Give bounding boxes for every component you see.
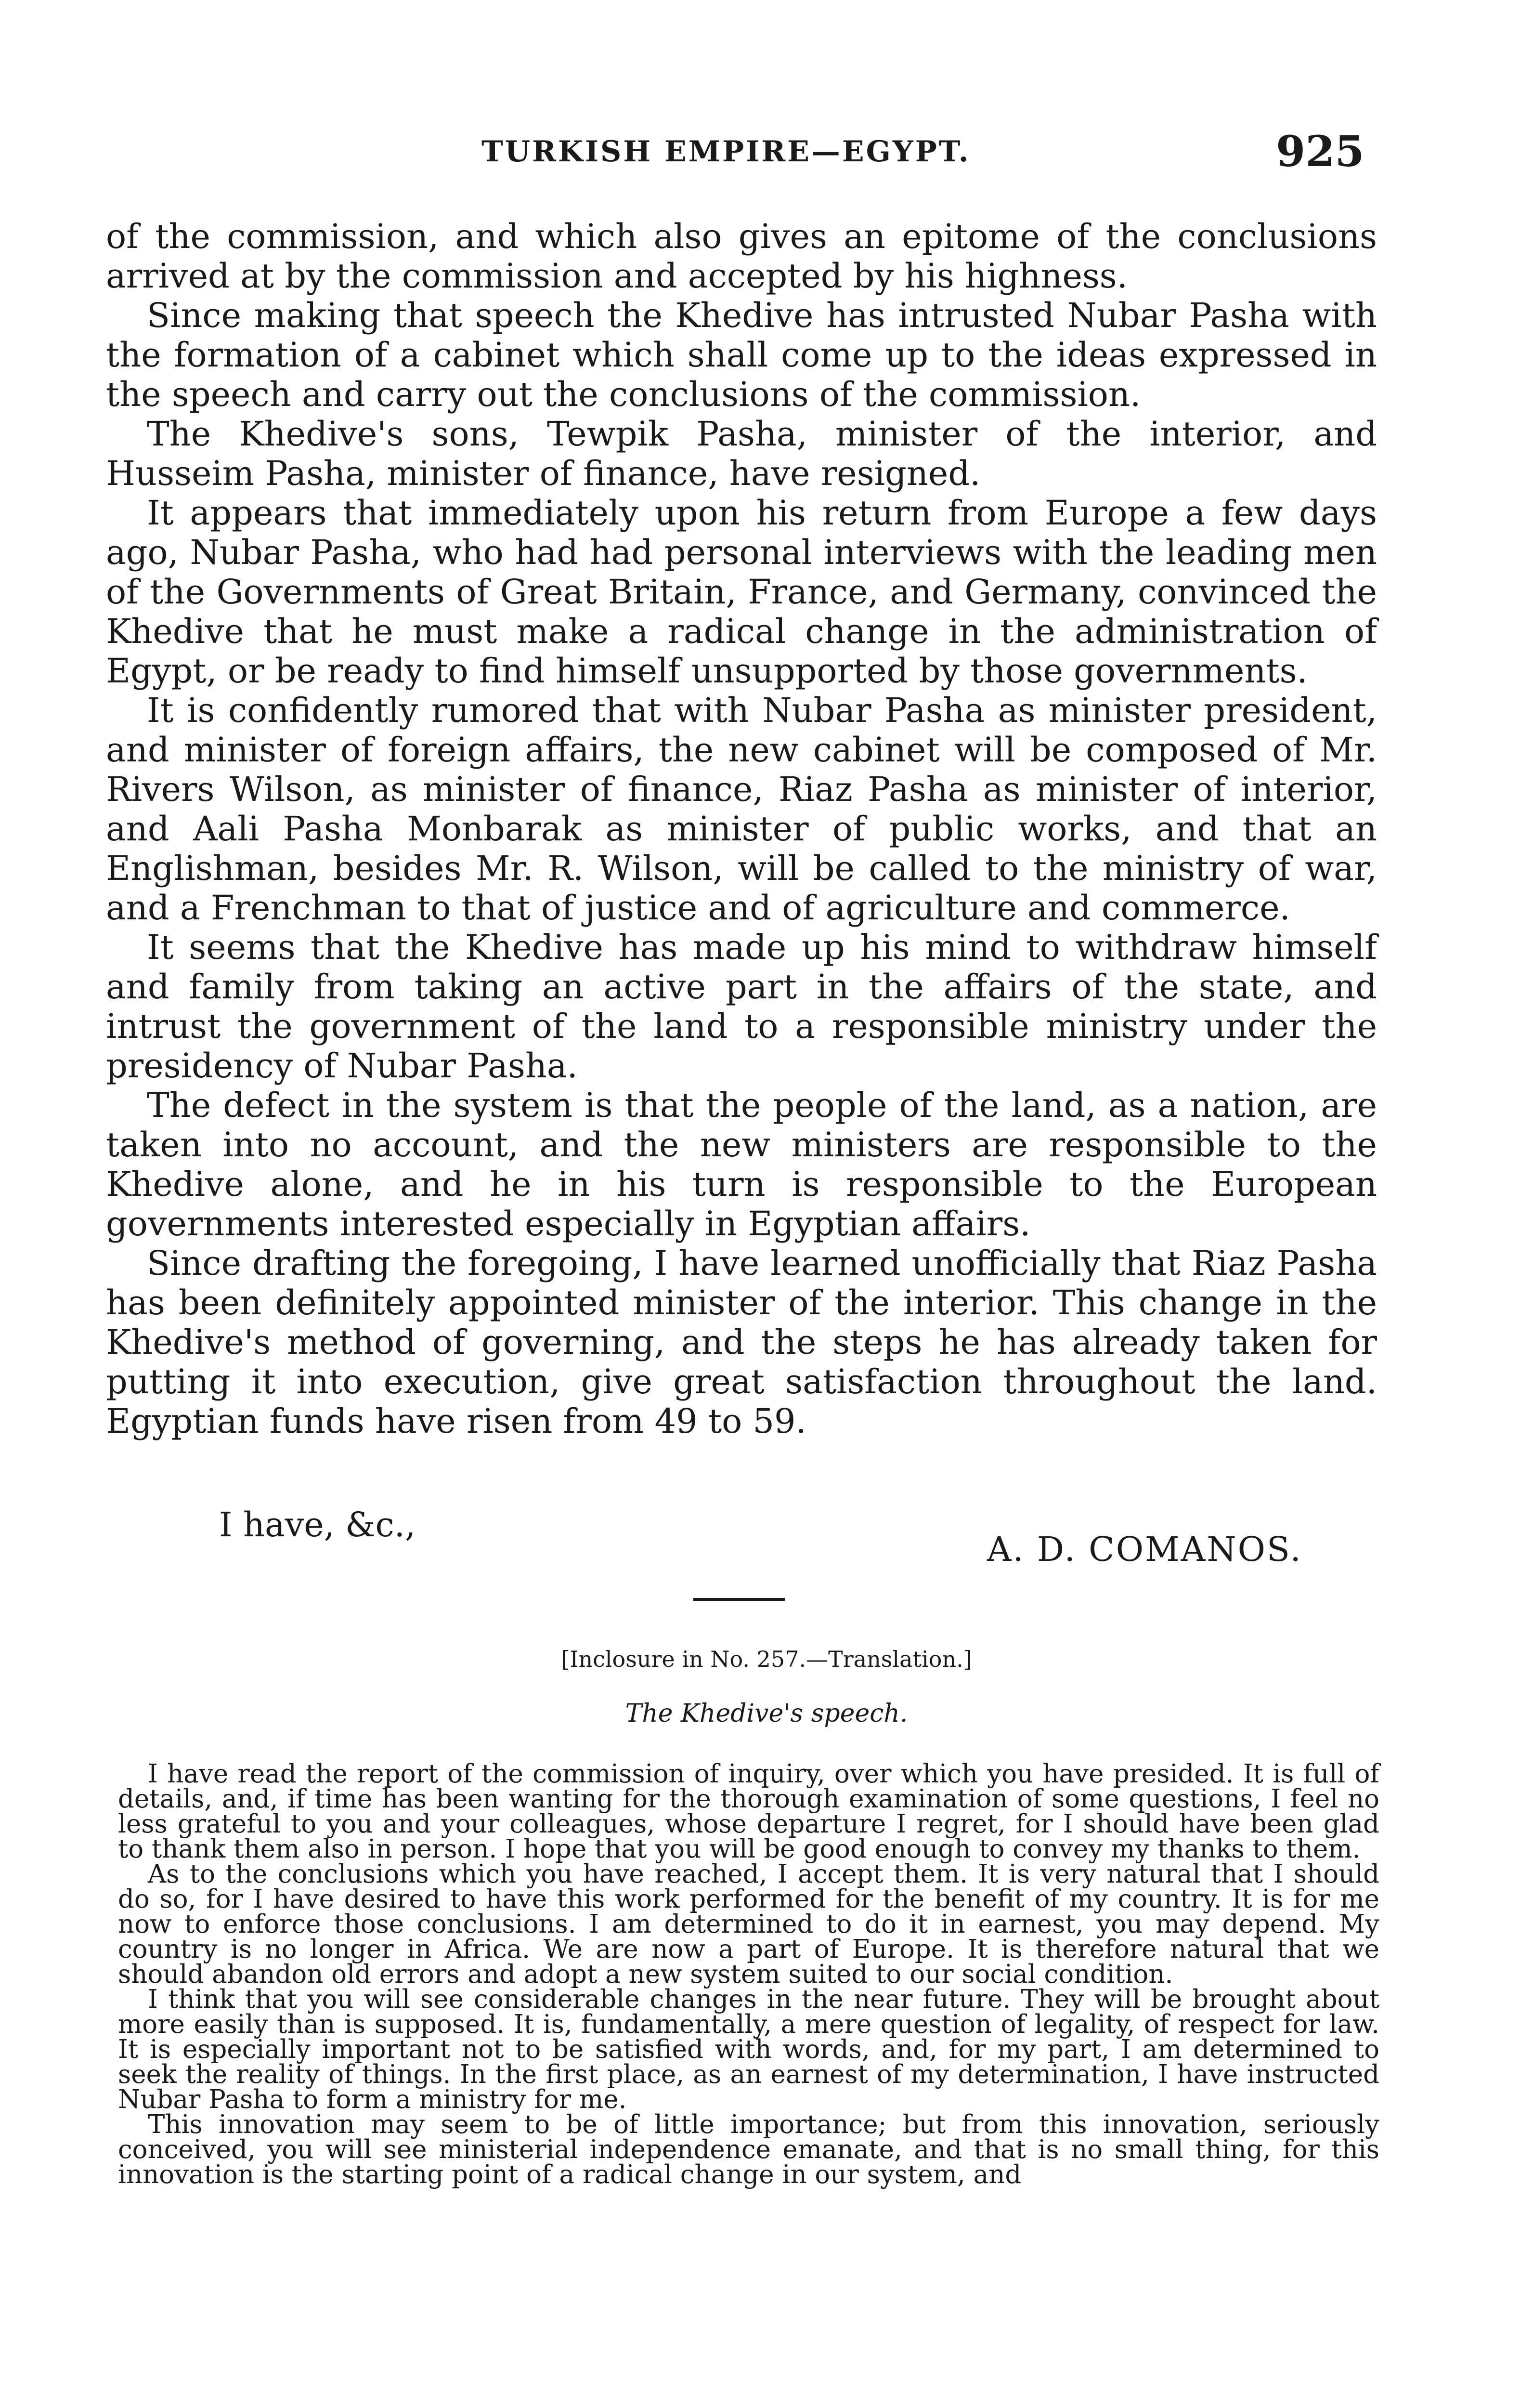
inclosure-title: The Khedive's speech. [625, 1699, 908, 1728]
letter-paragraph: It is confidently rumored that with Nubar Pasha as minister president, and minister of foreign affairs, the new cabinet will be composed of Mr. Rivers Wilson, as minister of finance, Riaz Pasha as minister of interior, and Aali Pasha Monbarak as minister of public works, and that an Englishman, besides Mr. R. Wilson, will be called to the ministry of war, and a Frenchman to that of justice and of agriculture and commerce. [106, 691, 1377, 928]
letter-paragraph: The defect in the system is that the people of the land, as a nation, are taken into no account, and the new ministers are responsible to the Khedive alone, and he in his turn is responsible to the European governments interested especially in Egyptian affairs. [106, 1086, 1377, 1243]
speech-paragraph: I have read the report of the commission of inquiry, over which you have presided. It is full of details, and, if time has been wanting for the thorough examination of some questions, I feel no less grateful to you and your colleagues, whose departure I regret, for I should have been glad to thank them also in person. I hope that you will be good enough to convey my thanks to them. [118, 1759, 1379, 1864]
letter-signature: A. D. COMANOS. [987, 1530, 1302, 1569]
letter-paragraph: It appears that immediately upon his return from Europe a few days ago, Nubar Pasha, who had had personal interviews with the leading men of the Governments of Great Britain, France, and Germany, convinced the Khedive that he must make a radical change in the administration of Egypt, or be ready to find himself unsupported by those governments. [106, 493, 1377, 691]
letter-closing: I have, &c., [219, 1505, 416, 1544]
letter-paragraph: It seems that the Khedive has made up his mind to withdraw himself and family from taking an active part in the affairs of the state, and intrust the government of the land to a responsible ministry under the presidency of Nubar Pasha. [106, 928, 1377, 1086]
letter-paragraph: The Khedive's sons, Tewpik Pasha, minister of the interior, and Husseim Pasha, minister of finance, have resigned. [106, 414, 1377, 493]
speech-body [118, 1759, 1379, 2189]
running-head: TURKISH EMPIRE—EGYPT. [481, 135, 971, 169]
letter-paragraph: Since making that speech the Khedive has intrusted Nubar Pasha with the formation of a cabinet which shall come up to the ideas expressed in the speech and carry out the conclusions of the commission. [106, 296, 1377, 414]
speech-paragraph: As to the conclusions which you have reached, I accept them. It is very natural that I should do so, for I have desired to have this work performed for the benefit of my country. It is for me now to enforce those conclusions. I am determined to do it in earnest, you may depend. My country is no longer in Africa. We are now a part of Europe. It is therefore natural that we should abandon old errors and adopt a new system suited to our social condition. [118, 1859, 1379, 1989]
letter-paragraph: Since drafting the foregoing, I have learned unofficially that Riaz Pasha has been definitely appointed minister of the interior. This change in the Khedive's method of governing, and the steps he has already taken for putting it into execution, give great satisfaction throughout the land. Egyptian funds have risen from 49 to 59. [106, 1243, 1377, 1441]
letter-paragraph: of the commission, and which also gives an epitome of the conclusions arrived at by the commission and accepted by his highness. [106, 217, 1377, 296]
section-divider [693, 1598, 785, 1601]
inclosure-heading: [Inclosure in No. 257.—Translation.] [561, 1646, 972, 1672]
page-number: 925 [1276, 126, 1364, 176]
speech-paragraph: I think that you will see considerable changes in the near future. They will be brought about more easily than is supposed. It is, fundamentally, a mere question of legality, of respect for law. It is especially important not to be satisfied with words, and, for my part, I am determined to seek the reality of things. In the first place, as an earnest of my determination, I have instructed Nubar Pasha to form a ministry for me. [118, 1985, 1379, 2114]
speech-paragraph: This innovation may seem to be of little importance; but from this innovation, seriously conceived, you will see ministerial independence emanate, and that is no small thing, for this innovation is the starting point of a radical change in our system, and [118, 2110, 1379, 2189]
letter-body [106, 217, 1377, 1441]
